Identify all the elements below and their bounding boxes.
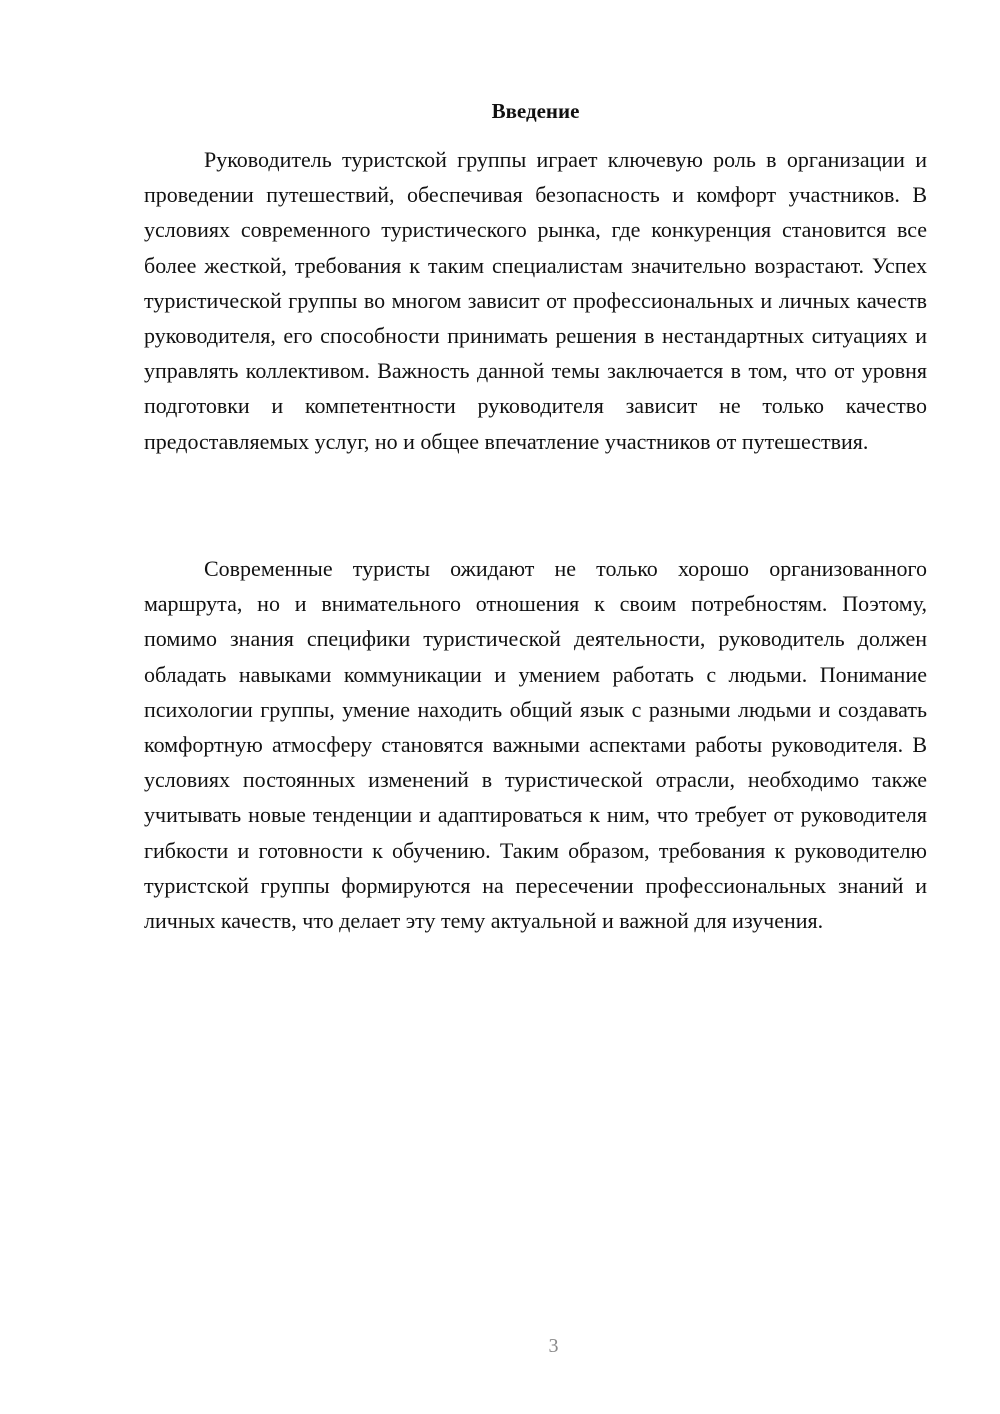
page-number-label: 3 bbox=[548, 1335, 559, 1357]
page-number bbox=[35, 1333, 1000, 1359]
paragraph-intro: Руководитель туристской группы играет ключевую роль в организации и проведении путешествий, обеспечивая безопасность и комфорт участников. В условиях современного туристического рынка, где конкуренция становится все более жесткой, требования к таким специалистам значительно возрастают. Успех туристической группы во многом зависит от профессиональных и личных качеств руководителя, его способности принимать решения в нестандартных ситуациях и управлять коллективом. Важность данной темы заключается в том, что от уровня подготовки и компетентности руководителя зависит не только качество предоставляемых услуг, но и общее впечатление участников от путешествия. bbox=[144, 147, 927, 454]
paragraph-expectations: Современные туристы ожидают не только хорошо организованного маршрута, но и внимательного отношения к своим потребностям. Поэтому, помимо знания специфики туристической деятельности, руководитель должен обладать навыками коммуникации и умением работать с людьми. Понимание психологии группы, умение находить общий язык с разными людьми и создавать комфортную атмосферу становятся важными аспектами работы руководителя. В условиях постоянных изменений в туристической отрасли, необходимо также учитывать новые тенденции и адаптироваться к ним, что требует от руководителя гибкости и готовности к обучению. Таким образом, требования к руководителю туристской группы формируются на пересечении профессиональных знаний и личных качеств, что делает эту тему актуальной и важной для изучения. bbox=[144, 556, 927, 934]
section-heading: Введение bbox=[491, 99, 580, 123]
